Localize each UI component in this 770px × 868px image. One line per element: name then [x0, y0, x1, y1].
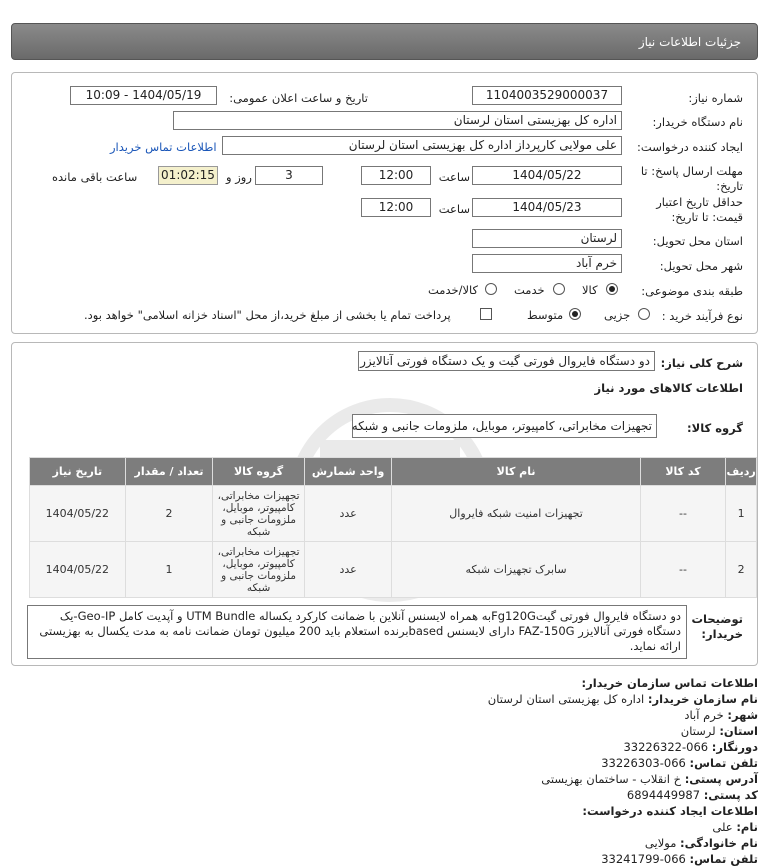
creator-phone-row — [18, 852, 758, 868]
col-quantity: تعداد / مقدار — [125, 458, 213, 486]
contact-org-row — [18, 692, 758, 708]
buyer-org-field: اداره کل بهزیستی استان لرستان — [173, 111, 622, 130]
creator-family-row — [18, 836, 758, 852]
cell-date: 1404/05/22 — [30, 542, 126, 598]
need-description-field: دو دستگاه فایروال فورتی گیت و یک دستگاه فورتی آنالایزر — [358, 351, 655, 371]
cell-code: -- — [640, 542, 726, 598]
contact-title: اطلاعات تماس سازمان خریدار: — [581, 676, 758, 690]
table-header-row — [30, 458, 757, 486]
cell-name: تجهیزات امنیت شبکه فایروال — [392, 486, 640, 542]
contact-address: خ انقلاب - ساختمان بهزیستی — [541, 772, 682, 786]
contact-postal: 6894449987 — [626, 788, 701, 802]
page-title: جزئیات اطلاعات نیاز — [638, 35, 741, 49]
cell-quantity: 1 — [125, 542, 213, 598]
category-radio-goods-service[interactable] — [485, 283, 497, 295]
need-description-label: شرح کلی نیاز: — [660, 356, 743, 370]
contact-province-label: استان: — [719, 724, 758, 738]
cell-code: -- — [640, 486, 726, 542]
remaining-timer: 01:02:15 — [158, 166, 218, 185]
goods-group-field: تجهیزات مخابراتی، کامپیوتر، موبایل، ملزومات جانبی و شبکه — [352, 414, 657, 438]
table-row[interactable] — [30, 486, 757, 542]
process-radio-medium[interactable] — [569, 308, 581, 320]
goods-info-title: اطلاعات کالاهای مورد نیاز — [594, 381, 743, 395]
goods-group-label: گروه کالا: — [687, 421, 743, 435]
category-label: طبقه بندی موضوعی: — [641, 284, 743, 298]
announce-date-label: تاریخ و ساعت اعلان عمومی: — [229, 91, 368, 105]
process-label: نوع فرآیند خرید : — [661, 309, 743, 323]
contact-city-row — [18, 708, 758, 724]
cell-row: 1 — [726, 486, 757, 542]
city-field: خرم آباد — [472, 254, 622, 273]
contact-city-label: شهر: — [727, 708, 758, 722]
creator-field: علی مولایی کارپرداز اداره کل بهزیستی استان لرستان — [222, 136, 622, 155]
price-date-field: 1404/05/23 — [472, 198, 622, 217]
reply-date-field: 1404/05/22 — [472, 166, 622, 185]
buyer-notes-label: توضیحات خریدار: — [691, 612, 743, 641]
process-option-medium: متوسط — [527, 308, 564, 322]
items-table-wrap — [29, 457, 757, 598]
contact-postal-row — [18, 788, 758, 804]
creator-name: علی — [712, 820, 733, 834]
price-time-label: ساعت — [438, 202, 470, 216]
days-label: روز و — [226, 170, 252, 184]
category-option-service: خدمت — [514, 283, 545, 297]
contact-city: خرم آباد — [684, 708, 724, 722]
contact-fax-label: دورنگار: — [711, 740, 758, 754]
cell-name: سابرک تجهیزات شبکه — [392, 542, 640, 598]
contact-fax-row — [18, 740, 758, 756]
contact-province: لرستان — [680, 724, 716, 738]
contact-address-row — [18, 772, 758, 788]
need-number-label: شماره نیاز: — [688, 91, 743, 105]
announce-date-field: 1404/05/19 - 10:09 — [70, 86, 217, 105]
items-table — [29, 457, 757, 598]
cell-date: 1404/05/22 — [30, 486, 126, 542]
need-number-field: 1104003529000037 — [472, 86, 622, 105]
category-radio-service[interactable] — [553, 283, 565, 295]
province-label: استان محل تحویل: — [652, 234, 743, 248]
contact-section — [18, 676, 758, 868]
cell-unit: عدد — [304, 486, 392, 542]
reply-time-field: 12:00 — [361, 166, 431, 185]
reply-deadline-label: مهلت ارسال پاسخ: تا تاریخ: — [640, 164, 743, 193]
contact-fax: 066-33226322 — [623, 740, 709, 754]
contact-phone: 066-33226303 — [601, 756, 686, 770]
buyer-notes-field: دو دستگاه فایروال فورتی گیتFg120Gبه همراه لایسنس آنلاین با ضمانت کارکرد یکساله UTM Bundle و آپدیت کامل Geo-IP-یک دستگاه فورتی آنالایزر FAZ-150G دارای لایسنس basedبرنده استعلام باید 200 میلیون تومان ضمانت نامه به مدت یکسال به بهزیستی ارائه نماید. — [27, 605, 687, 659]
city-label: شهر محل تحویل: — [659, 259, 743, 273]
cell-row: 2 — [726, 542, 757, 598]
creator-phone-label: تلفن تماس: — [689, 852, 758, 866]
category-option-goods-service: کالا/خدمت — [428, 283, 479, 297]
province-field: لرستان — [472, 229, 622, 248]
contact-phone-row — [18, 756, 758, 772]
cell-quantity: 2 — [125, 486, 213, 542]
reply-time-label: ساعت — [438, 170, 470, 184]
treasury-note: پرداخت تمام یا بخشی از مبلغ خرید،از محل "اسناد خزانه اسلامی" خواهد بود. — [84, 308, 451, 322]
contact-org: اداره کل بهزیستی استان لرستان — [487, 692, 645, 706]
treasury-checkbox[interactable] — [480, 308, 492, 320]
contact-phone-label: تلفن تماس: — [689, 756, 758, 770]
creator-family: مولایی — [644, 836, 677, 850]
creator-family-label: نام خانوادگی: — [680, 836, 758, 850]
col-row: ردیف — [726, 458, 757, 486]
col-group: گروه کالا — [213, 458, 305, 486]
creator-label: ایجاد کننده درخواست: — [637, 140, 743, 154]
col-code: کد کالا — [640, 458, 726, 486]
contact-province-row — [18, 724, 758, 740]
category-option-goods: کالا — [582, 283, 598, 297]
contact-postal-label: کد پستی: — [703, 788, 758, 802]
col-name: نام کالا — [392, 458, 640, 486]
creator-name-row — [18, 820, 758, 836]
process-option-minor: جزیی — [604, 308, 631, 322]
table-row[interactable] — [30, 542, 757, 598]
page-header — [11, 23, 758, 60]
cell-group: تجهیزات مخابراتی، کامپیوتر، موبایل، ملزومات جانبی و شبکه — [213, 542, 305, 598]
price-time-field: 12:00 — [361, 198, 431, 217]
remaining-label: ساعت باقی مانده — [52, 170, 138, 184]
days-remaining-field: 3 — [255, 166, 323, 185]
buyer-org-label: نام دستگاه خریدار: — [652, 115, 743, 129]
col-unit: واحد شمارش — [304, 458, 392, 486]
creator-name-label: نام: — [736, 820, 758, 834]
col-date: تاریخ نیاز — [30, 458, 126, 486]
creator-info-title: اطلاعات ایجاد کننده درخواست: — [582, 804, 758, 818]
process-radio-minor[interactable] — [638, 308, 650, 320]
cell-group: تجهیزات مخابراتی، کامپیوتر، موبایل، ملزومات جانبی و شبکه — [213, 486, 305, 542]
contact-address-label: آدرس پستی: — [684, 772, 758, 786]
contact-org-label: نام سازمان خریدار: — [647, 692, 758, 706]
price-validity-label: حداقل تاریخ اعتبار قیمت: تا تاریخ: — [656, 195, 743, 224]
buyer-contact-link[interactable]: اطلاعات تماس خریدار — [110, 140, 217, 154]
category-radio-goods[interactable] — [606, 283, 618, 295]
creator-phone: 066-33241799 — [601, 852, 686, 866]
cell-unit: عدد — [304, 542, 392, 598]
